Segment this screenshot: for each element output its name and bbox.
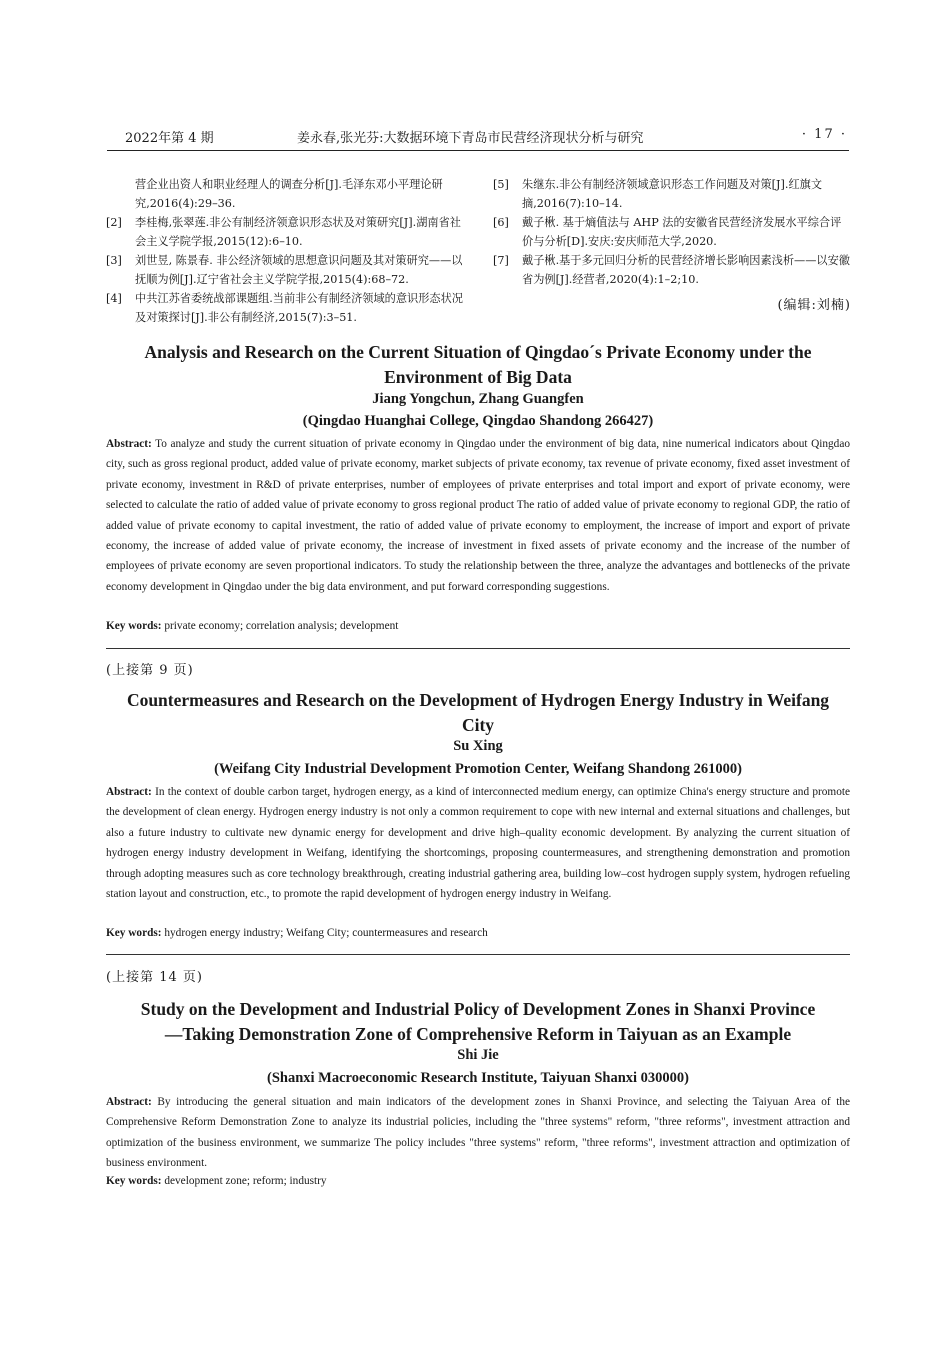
running-header (107, 125, 847, 147)
reference-text: 朱继东.非公有制经济领域意识形态工作问题及对策[J].红旗文摘,2016(7):10–14. (522, 178, 823, 210)
reference-item (493, 214, 851, 251)
continued-label: (上接第 14 页) (106, 970, 203, 985)
reference-text: 营企业出资人和职业经理人的调查分析[J].毛泽东邓小平理论研究,2016(4):29–36. (135, 178, 443, 210)
reference-item (106, 176, 468, 213)
references-left-column (106, 176, 468, 328)
reference-text: 李桂梅,张翠莲.非公有制经济领意识形态状及对策研究[J].湖南省社会主义学院学报,2015(12):6–10. (135, 216, 461, 248)
reference-text: 中共江苏省委统战部课题组.当前非公有制经济领域的意识形态状况及对策探讨[J].非公有制经济,2015(7):3–51. (135, 292, 463, 324)
abstract-label: Abstract: (106, 438, 152, 450)
article-affiliation: (Weifang City Industrial Development Promotion Center, Weifang Shandong 261000) (214, 761, 742, 777)
article-affiliation: (Shanxi Macroeconomic Research Institute, Taiyuan Shanxi 030000) (266, 1070, 689, 1086)
keywords-text: development zone; reform; industry (164, 1175, 327, 1187)
editor-credit: (编辑:刘楠) (777, 298, 851, 313)
abstract-text: By introducing the general situation and main indicators of the development zones in Shanxi Province, and selecting the Taiyuan Area of the Comprehensive Reform Demonstration Zone to analyze its industrial policies, including the "three systems" reform, "three reforms", investment attraction and optimization of the business environment, we summarize The policy includes "three systems" reform, "three reforms", investment attraction and optimization of business environment. (106, 1096, 850, 1170)
abstract-label: Abstract: (106, 786, 152, 798)
article-title-line: —Taking Demonstration Zone of Comprehensive Reform in Taiyuan as an Example (164, 1024, 792, 1044)
abstract-text: To analyze and study the current situation of private economy in Qingdao under the environment of big data, nine numerical indicators about Qingdao city, such as gross regional product, added value of private economy, market subjects of private economy, tax revenue of private economy, fixed asset investment of private economy, investment in R&D of private enterprises, number of employees of private enterprises and total import and export of private economy, were selected to calculate the ratio of added value of private economy to gross regional product The ratio of added value of private economy to regional GDP, the ratio of added value of private economy to capital investment, the ratio of added value of private economy to employment, the increase of import and export of private economy, the increase of added value of private economy, the increase of investment in fixed assets of private economy and the increase of the number of employees of private economy are seven proportional indicators. To study the relationship between the three, analyze the advantages and bottlenecks of the private economy development in Qingdao under the big data environment, and put forward corresponding suggestions. (106, 438, 850, 593)
reference-number: [5] (493, 178, 509, 191)
keywords-label: Key words: (106, 620, 162, 632)
reference-text: 戴子楸.基于多元回归分析的民营经济增长影响因素浅析——以安徽省为例[J].经营者,2020(4):1–2;10. (522, 254, 850, 286)
continued-label: (上接第 9 页) (106, 663, 194, 678)
keywords-text: hydrogen energy industry; Weifang City; countermeasures and research (164, 927, 488, 939)
article-title-line: Study on the Development and Industrial Policy of Development Zones in Shanxi Province (140, 999, 816, 1019)
reference-number: [2] (106, 216, 122, 229)
article-title (106, 688, 850, 738)
issue-label: 2022年第 4 期 (125, 131, 214, 146)
article-keywords (106, 620, 850, 632)
reference-number: [3] (106, 254, 122, 267)
article-keywords (106, 1175, 850, 1187)
article-authors: Shi Jie (457, 1047, 499, 1063)
reference-item (493, 252, 851, 289)
reference-number: [7] (493, 254, 509, 267)
article-title-line: Analysis and Research on the Current Situation of Qingdao´s Private Economy under the (144, 342, 812, 362)
article-affiliation: (Qingdao Huanghai College, Qingdao Shandong 266427) (302, 413, 654, 429)
article-authors: Su Xing (453, 738, 503, 754)
reference-item (106, 290, 468, 327)
article-abstract (106, 1092, 850, 1174)
reference-text: 刘世昱, 陈景春. 非公经济领域的思想意识问题及其对策研究——以抚顺为例[J].辽宁省社会主义学院学报,2015(4):68–72. (135, 254, 463, 286)
article-title (106, 340, 850, 390)
header-title: 姜永春,张光芬:大数据环境下青岛市民营经济现状分析与研究 (297, 131, 644, 146)
section-rule (106, 648, 850, 649)
references-right-column (493, 176, 851, 316)
keywords-text: private economy; correlation analysis; development (164, 620, 399, 632)
reference-number: [6] (493, 216, 509, 229)
article-keywords (106, 927, 850, 939)
article-title-line: City (461, 715, 495, 735)
page-number: · 17 · (801, 127, 847, 142)
header-rule (107, 150, 849, 151)
reference-text: 戴子楸. 基于熵值法与 AHP 法的安徽省民营经济发展水平综合评价与分析[D].安庆:安庆师范大学,2020. (522, 216, 842, 248)
abstract-text: In the context of double carbon target, hydrogen energy, as a kind of interconnected medium energy, can optimize China's energy structure and promote the development of clean energy. Hydrogen energy industry is not only a common requirement to cope with new internal and external situations and challenges, but also a future industry to cultivate new dynamic energy for development and drive high–quality economic development. By analyzing the current situation of hydrogen energy industry development in Weifang, identifying the shortcomings, proposing countermeasures, and strengthening demonstration and promotion through adopting measures such as core technology breakthrough, creating industrial gathering area, building low–cost hydrogen supply system, hydrogen refueling station layout and construction, etc., to promote the rapid development of hydrogen energy industry in Weifang. (106, 786, 850, 901)
keywords-label: Key words: (106, 1175, 162, 1187)
article-abstract (106, 782, 850, 904)
reference-item (106, 252, 468, 289)
reference-item (106, 214, 468, 251)
keywords-label: Key words: (106, 927, 162, 939)
article-title-line: Environment of Big Data (384, 367, 572, 387)
reference-number: [4] (106, 292, 122, 305)
reference-item (493, 176, 851, 213)
abstract-label: Abstract: (106, 1096, 152, 1108)
article-abstract (106, 434, 850, 597)
article-title-line: Countermeasures and Research on the Development of Hydrogen Energy Industry in Weifang (126, 690, 830, 710)
article-authors: Jiang Yongchun, Zhang Guangfen (372, 391, 584, 407)
section-rule (106, 954, 850, 955)
article-title (106, 997, 850, 1047)
